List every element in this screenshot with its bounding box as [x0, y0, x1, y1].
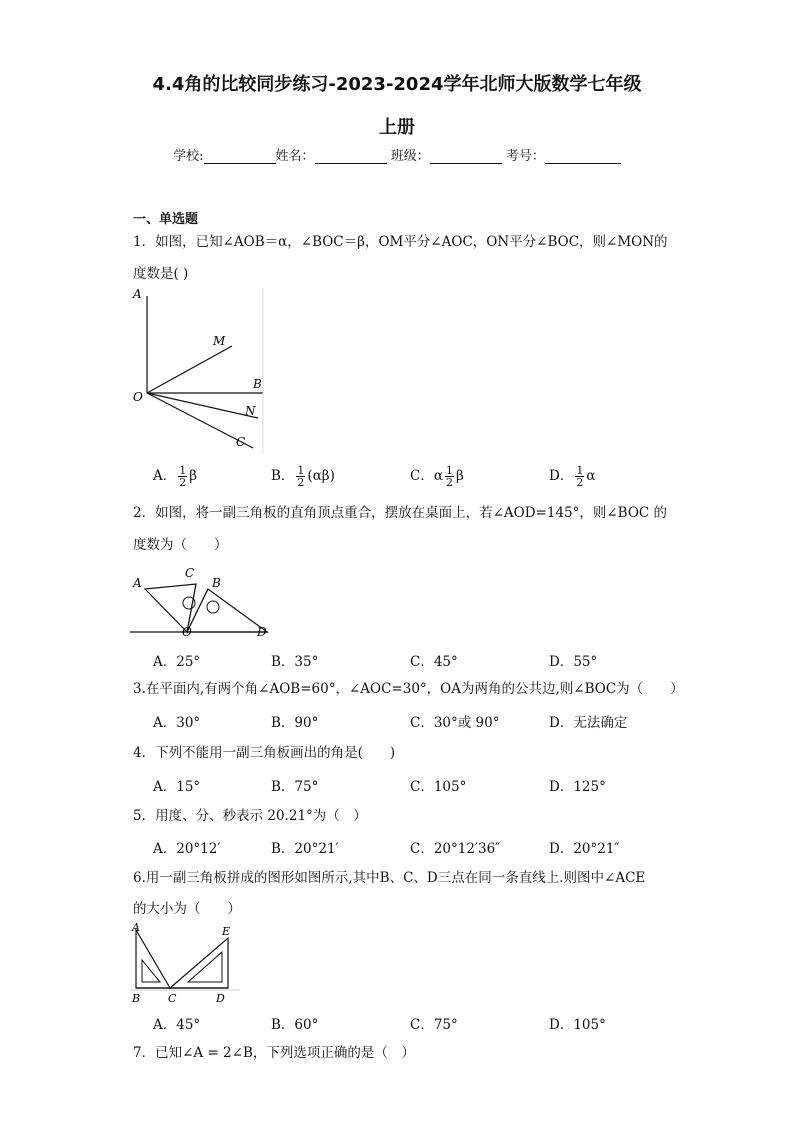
- q6-option-d[interactable]: D．105°: [549, 1017, 606, 1033]
- q3-option-b[interactable]: B．90°: [271, 715, 319, 731]
- label-e: E: [222, 925, 231, 938]
- q2-option-a[interactable]: A．25°: [153, 654, 201, 670]
- frac-num: 1: [576, 464, 584, 477]
- label-m: M: [213, 334, 226, 348]
- exam-no-label: 考号：: [505, 149, 545, 164]
- ray-on: [147, 393, 258, 418]
- q5-option-d[interactable]: D．20°21″: [549, 841, 620, 857]
- question-2-figure: [130, 562, 272, 637]
- name-blank: [315, 149, 387, 164]
- triangle-right: [170, 938, 228, 988]
- frac-num: 1: [179, 464, 187, 477]
- question-4-text: 4．下列不能用一副三角板画出的角是( ): [133, 745, 396, 761]
- q2-option-c[interactable]: C．45°: [410, 654, 458, 670]
- option-prefix: α: [433, 468, 443, 484]
- q6-option-a[interactable]: A．45°: [153, 1017, 201, 1033]
- page-title-line2: 上册: [379, 117, 415, 138]
- school-label: 学校:: [173, 149, 204, 164]
- label-a: A: [133, 576, 142, 590]
- question-7-text: 7．已知∠A = 2∠B，下列选项正确的是（ ）: [133, 1045, 415, 1061]
- name-label: 姓名：: [275, 149, 315, 164]
- q3-option-d[interactable]: D．无法确定: [549, 715, 628, 731]
- triangle-right-inner: [188, 952, 222, 982]
- option-letter: C．: [410, 468, 434, 484]
- label-c: C: [168, 992, 177, 1004]
- q5-option-a[interactable]: A．20°12′: [153, 841, 221, 857]
- question-1-text-cont: 度数是( ): [133, 266, 189, 282]
- fraction: [445, 465, 454, 488]
- question-1-figure: [130, 288, 270, 453]
- question-6-text: 6.用一副三角板拼成的图形如图所示,其中B、C、D三点在同一条直线上.则图中∠ACE: [133, 870, 646, 886]
- class-label: 班级：: [390, 149, 430, 164]
- q6-option-b[interactable]: B．60°: [271, 1017, 319, 1033]
- fraction: [296, 465, 305, 488]
- frac-den: 2: [179, 476, 187, 489]
- q6-option-c[interactable]: C．75°: [410, 1017, 458, 1033]
- label-d: D: [216, 992, 225, 1004]
- option-letter: A．: [153, 468, 177, 484]
- ray-om: [147, 346, 232, 393]
- q4-option-c[interactable]: C．105°: [410, 779, 467, 795]
- question-1-text: 1．如图，已知∠AOB＝α，∠BOC＝β，OM平分∠AOC，ON平分∠BOC，则∠MON的: [133, 234, 668, 250]
- question-3-text: 3.在平面内,有两个角∠AOB=60°，∠AOC=30°，OA为两角的公共边,则∠BOC为（ ）: [133, 681, 684, 697]
- q1-option-d[interactable]: [549, 464, 595, 488]
- q2-option-b[interactable]: B．35°: [271, 654, 319, 670]
- q1-option-a[interactable]: [153, 464, 197, 488]
- label-c: C: [185, 566, 195, 580]
- option-suffix: β: [189, 468, 198, 484]
- triangle-hole: [207, 601, 219, 613]
- question-2-text-cont: 度数为（ ）: [133, 537, 228, 553]
- triangle-left: [136, 930, 170, 988]
- question-6-figure: [130, 922, 240, 1004]
- label-o: O: [133, 390, 143, 404]
- label-a: A: [132, 922, 140, 934]
- option-suffix: β: [455, 468, 464, 484]
- label-c: C: [236, 435, 246, 449]
- triangle-right: [187, 589, 267, 632]
- student-info-line: [0, 145, 794, 164]
- q4-option-d[interactable]: D．125°: [549, 779, 606, 795]
- option-letter: D．: [549, 468, 574, 484]
- class-blank: [430, 149, 502, 164]
- q1-option-c[interactable]: [410, 464, 464, 488]
- option-suffix: (αβ): [307, 468, 335, 484]
- q3-option-a[interactable]: A．30°: [153, 715, 201, 731]
- triangle-hole: [183, 597, 195, 609]
- q4-option-b[interactable]: B．75°: [271, 779, 319, 795]
- label-b: B: [212, 576, 221, 590]
- label-n: N: [245, 404, 256, 418]
- triangle-left-inner: [142, 960, 160, 982]
- q3-option-c[interactable]: C．30°或 90°: [410, 715, 500, 731]
- question-5-text: 5．用度、分、秒表示 20.21°为（ ）: [133, 808, 367, 824]
- page-title: 4.4角的比较同步练习-2023-2024学年北师大版数学七年级: [152, 74, 642, 95]
- frac-den: 2: [297, 476, 305, 489]
- exam-no-blank: [545, 149, 621, 164]
- frac-num: 1: [445, 464, 453, 477]
- label-a: A: [133, 288, 142, 301]
- q4-option-a[interactable]: A．15°: [153, 779, 201, 795]
- label-b: B: [132, 992, 141, 1004]
- frac-den: 2: [576, 476, 584, 489]
- q2-option-d[interactable]: D．55°: [549, 654, 598, 670]
- question-2-text: 2．如图，将一副三角板的直角顶点重合，摆放在桌面上，若∠AOD=145°，则∠BOC 的: [133, 505, 668, 521]
- school-blank: [204, 149, 276, 164]
- label-d: D: [257, 625, 267, 637]
- option-letter: B．: [271, 468, 295, 484]
- frac-den: 2: [445, 476, 453, 489]
- label-o: O: [182, 625, 192, 637]
- frac-num: 1: [297, 464, 305, 477]
- label-b: B: [253, 377, 262, 391]
- q5-option-c[interactable]: C．20°12′36″: [410, 841, 501, 857]
- fraction: [575, 465, 584, 488]
- question-6-text-cont: 的大小为（ ）: [133, 901, 241, 917]
- q5-option-b[interactable]: B．20°21′: [271, 841, 339, 857]
- section-heading: 一、单选题: [133, 212, 199, 227]
- q1-option-b[interactable]: [271, 464, 335, 488]
- fraction: [178, 465, 187, 488]
- option-suffix: α: [586, 468, 596, 484]
